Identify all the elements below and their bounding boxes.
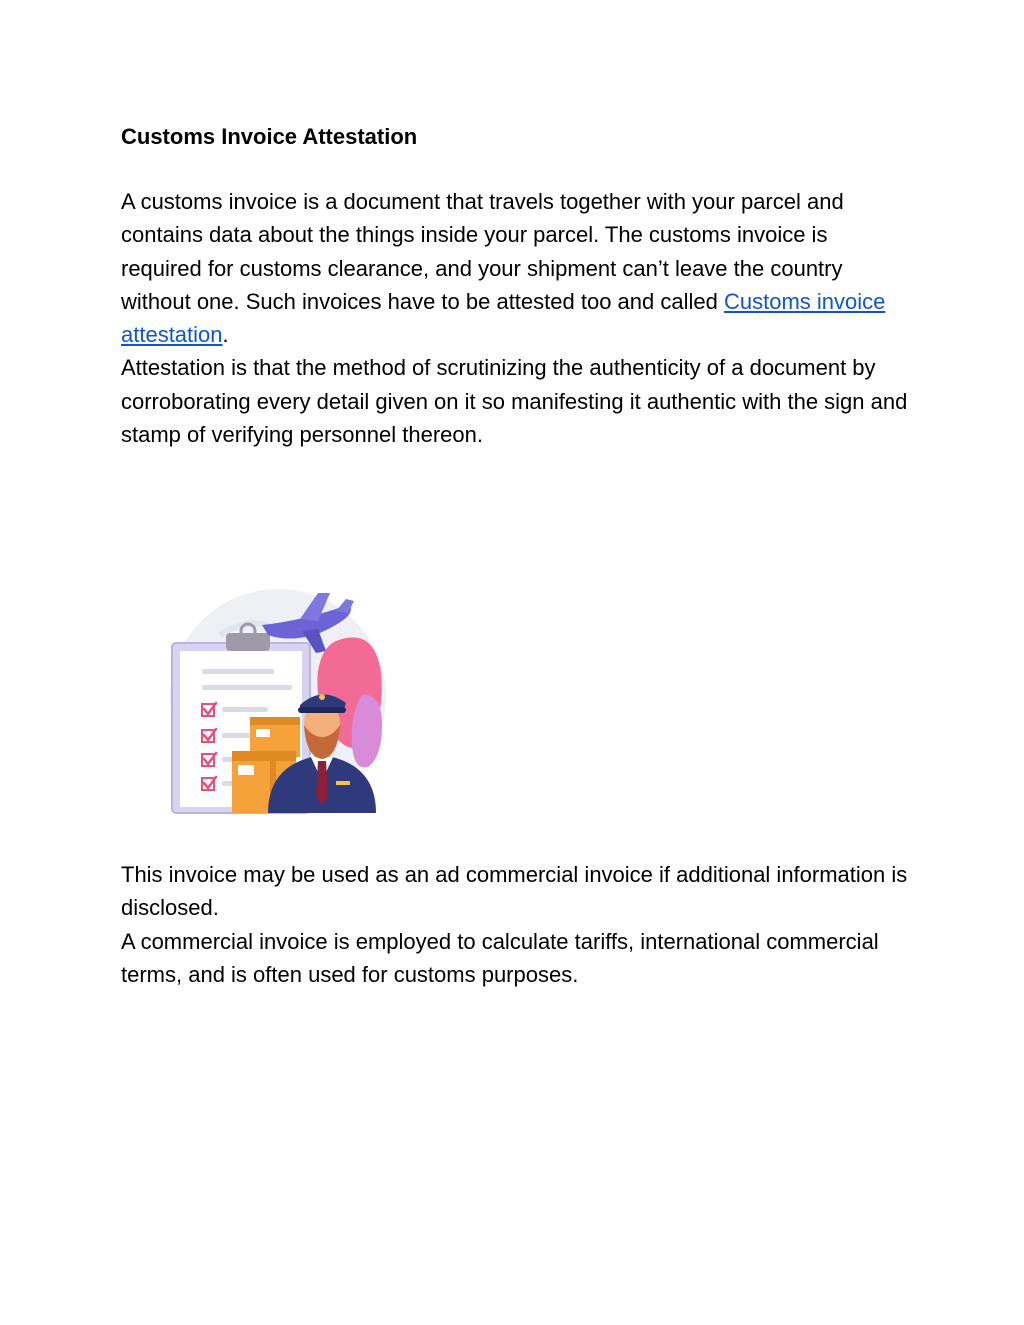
intro-section	[121, 185, 911, 451]
paragraph-commercial-invoice: A commercial invoice is employed to calculate tariffs, international commercial terms, and is often used for customs purposes.	[121, 928, 879, 987]
paragraph-period: .	[222, 322, 229, 348]
paragraph-customs-invoice	[121, 185, 911, 351]
page-title: Customs Invoice Attestation	[121, 124, 418, 149]
paragraph-ad-commercial: This invoice may be used as an ad commercial invoice if additional information is disclosed.	[121, 862, 908, 921]
customs-illustration	[150, 585, 390, 820]
customs-invoice-attestation-link[interactable]: Customs invoice attestation	[121, 288, 886, 348]
customs-illustration-graphic	[150, 585, 390, 820]
paragraph-text: A customs invoice is a document that travels together with your parcel and contains data about the things inside your parcel. The customs invoice is required for customs clearance, and your shipment can’t leave the country without one. Such invoices have to be attested too and called	[121, 189, 844, 314]
paragraph-attestation: Attestation is that the method of scrutinizing the authenticity of a document by corroborating every detail given on it so manifesting it authentic with the sign and stamp of verifying personnel thereon.	[121, 355, 908, 448]
commercial-invoice-section	[121, 858, 911, 991]
